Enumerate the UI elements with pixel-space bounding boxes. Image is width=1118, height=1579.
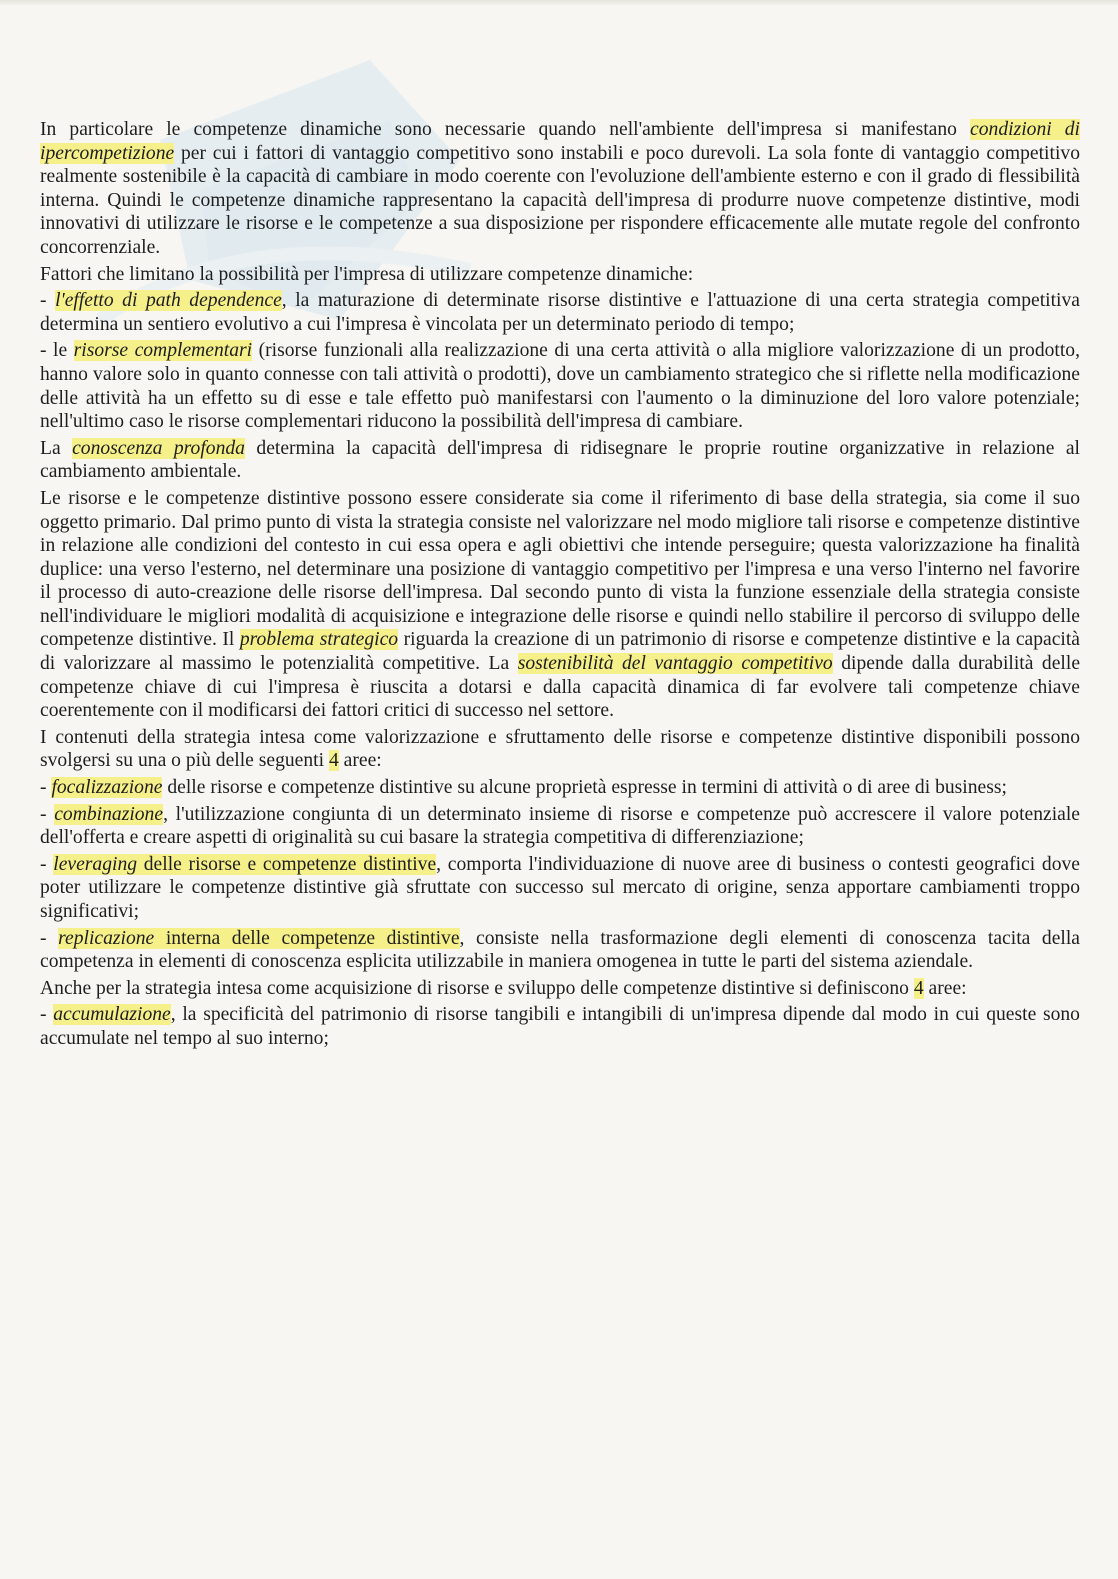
scan-top-edge	[0, 0, 1118, 6]
text: , la specificità del patrimonio di risorse tangibili e intangibili di un'impresa dipende dal modo in cui queste sono accumulate nel tempo al suo interno;	[40, 1004, 1080, 1049]
highlight-leveraging-rest: delle risorse e competenze distintive	[137, 853, 437, 875]
paragraph-conoscenza-profonda	[40, 437, 1080, 484]
text: determina la capacità dell'impresa di ridisegnare le proprie routine organizzative in relazione al cambiamento ambientale.	[40, 437, 1080, 483]
list-item-combinazione	[40, 803, 1080, 850]
highlight-path-dependence: l'effetto di path dependence	[55, 290, 282, 312]
text: -	[40, 290, 56, 312]
highlight-ipercompetizione: condizioni di ipercompetizione	[40, 119, 1081, 164]
highlight-number-4: 4	[913, 977, 924, 999]
text: Le risorse e le competenze distintive possono essere considerate sia come il riferimento di base della strategia, sia come il suo oggetto primario. Dal primo punto di vista la strategia consiste nel valorizzare nel modo migliore tali risorse e competenze distintive in relazione alle condizioni del contesto in cui essa opera e agli obiettivi che intende perseguire; questa valorizzazione ha finalità duplice: una verso l'esterno, nel determinare una posizione di vantaggio competitivo per l'impresa e una verso l'interno nel favorire il processo di auto-creazione delle risorse dell'impresa. Dal secondo punto di vista la funzione essenziale della strategia consiste nell'individuare le migliori modalità di acquisizione e integrazione delle risorse e quindi nello stabilire il percorso di sviluppo delle competenze distintive. Il	[40, 487, 1080, 651]
text: per cui i fattori di vantaggio competitivo sono instabili e poco durevoli. La sola fonte di vantaggio competitivo realmente sostenibile è la capacità di cambiare in modo coerente con l'evoluzione dell'ambiente esterno e con il grado di flessibilità interna. Quindi le competenze dinamiche rappresentano la capacità dell'impresa di produrre nuove competenze distintive, modi innovativi di utilizzare le risorse e le competenze a sua disposizione per rispondere efficacemente alle mutate regole del confronto concorrenziale.	[40, 142, 1080, 258]
list-item-path-dependence	[40, 289, 1080, 336]
highlight-number-4: 4	[328, 750, 339, 772]
list-item-risorse-complementari	[40, 339, 1080, 433]
highlight-combinazione: combinazione	[54, 803, 164, 825]
highlight-sostenibilita: sostenibilità del vantaggio competitivo	[517, 653, 833, 675]
text: riguarda la creazione di un patrimonio di risorse e competenze distintive e la capacità di valorizzare al massimo le potenzialità competitive. La	[40, 629, 1081, 675]
text: delle risorse e competenze distintive su alcune proprietà espresse in termini di attività o di aree di business;	[162, 777, 1007, 799]
paragraph-limiting-factors-intro	[40, 263, 1080, 287]
highlight-risorse-complementari: risorse complementari	[73, 340, 253, 362]
text: Anche per la strategia intesa come acquisizione di risorse e sviluppo delle competenze distintive si definiscono	[40, 977, 914, 999]
highlight-replicazione: replicazione	[58, 927, 155, 949]
highlight-replicazione-rest: interna delle competenze distintive	[154, 927, 460, 949]
text: -	[40, 853, 54, 875]
highlight-accumulazione: accumulazione	[53, 1004, 171, 1026]
text: La	[40, 437, 73, 459]
highlight-conoscenza-profonda: conoscenza profonda	[72, 437, 245, 459]
text: , la maturazione di determinate risorse distintive e l'attuazione di una certa strategia competitiva determina un sentiero evolutivo a cui l'impresa è vincolata per un determinato periodo di tempo;	[40, 290, 1080, 335]
text: aree:	[338, 750, 382, 772]
paragraph-dynamic-competences	[40, 118, 1080, 260]
text: , l'utilizzazione congiunta di un determinato insieme di risorse e competenze può accrescere il valore potenziale dell'offerta e creare aspetti di originalità su cui basare la strategia competitiva di differenziazione;	[40, 803, 1080, 849]
text: In particolare le competenze dinamiche sono necessarie quando nell'ambiente dell'impresa si manifestano	[40, 119, 971, 140]
text: -	[40, 777, 52, 799]
text: , comporta l'individuazione di nuove aree di business o contesti geografici dove poter utilizzare le competenze distintive già sfruttate con successo sul mercato di origine, senza apportare cambiamenti troppo significativi;	[40, 853, 1080, 922]
list-item-accumulazione	[40, 1003, 1080, 1050]
text: -	[40, 803, 55, 825]
text: -	[40, 927, 59, 949]
paragraph-risorse-strategia	[40, 487, 1080, 723]
document-body	[40, 118, 1080, 1054]
highlight-focalizzazione: focalizzazione	[51, 777, 163, 799]
text: , consiste nella trasformazione degli elementi di conoscenza tacita della competenza in elementi di conoscenza esplicita utilizzabile in maniera omogenea in tutte le parti del sistema aziendale.	[40, 927, 1080, 973]
text: I contenuti della strategia intesa come valorizzazione e sfruttamento delle risorse e competenze distintive disponibili possono svolgersi su una o più delle seguenti	[40, 726, 1080, 772]
text: Fattori che limitano la possibilità per l'impresa di utilizzare competenze dinamiche:	[40, 263, 694, 285]
highlight-leveraging: leveraging	[53, 853, 138, 875]
list-item-focalizzazione	[40, 776, 1080, 800]
list-item-replicazione	[40, 927, 1080, 974]
text: -	[40, 1004, 54, 1026]
text: aree:	[923, 977, 967, 999]
text: dipende dalla durabilità delle competenze chiave di cui l'impresa è riuscita a dotarsi e dalla capacità dinamica di far evolvere tali competenze chiave coerentemente con il modificarsi dei fattori critici di successo nel settore.	[40, 653, 1081, 722]
highlight-problema-strategico: problema strategico	[239, 629, 399, 651]
text: - le	[40, 340, 74, 362]
paragraph-acquisizione-risorse	[40, 977, 1080, 1001]
list-item-leveraging	[40, 853, 1080, 924]
paragraph-contenuti-strategia	[40, 726, 1080, 773]
text: (risorse funzionali alla realizzazione di una certa attività o alla migliore valorizzazione di un prodotto, hanno valore solo in quanto connesse con tali attività o prodotti), dove un cambiamento strategico che si riflette nella modificazione delle attività ha un effetto su di esse e tale effetto può manifestarsi con l'aumento o la diminuzione del loro valore potenziale; nell'ultimo caso le risorse complementari riducono la possibilità dell'impresa di cambiare.	[40, 340, 1080, 433]
